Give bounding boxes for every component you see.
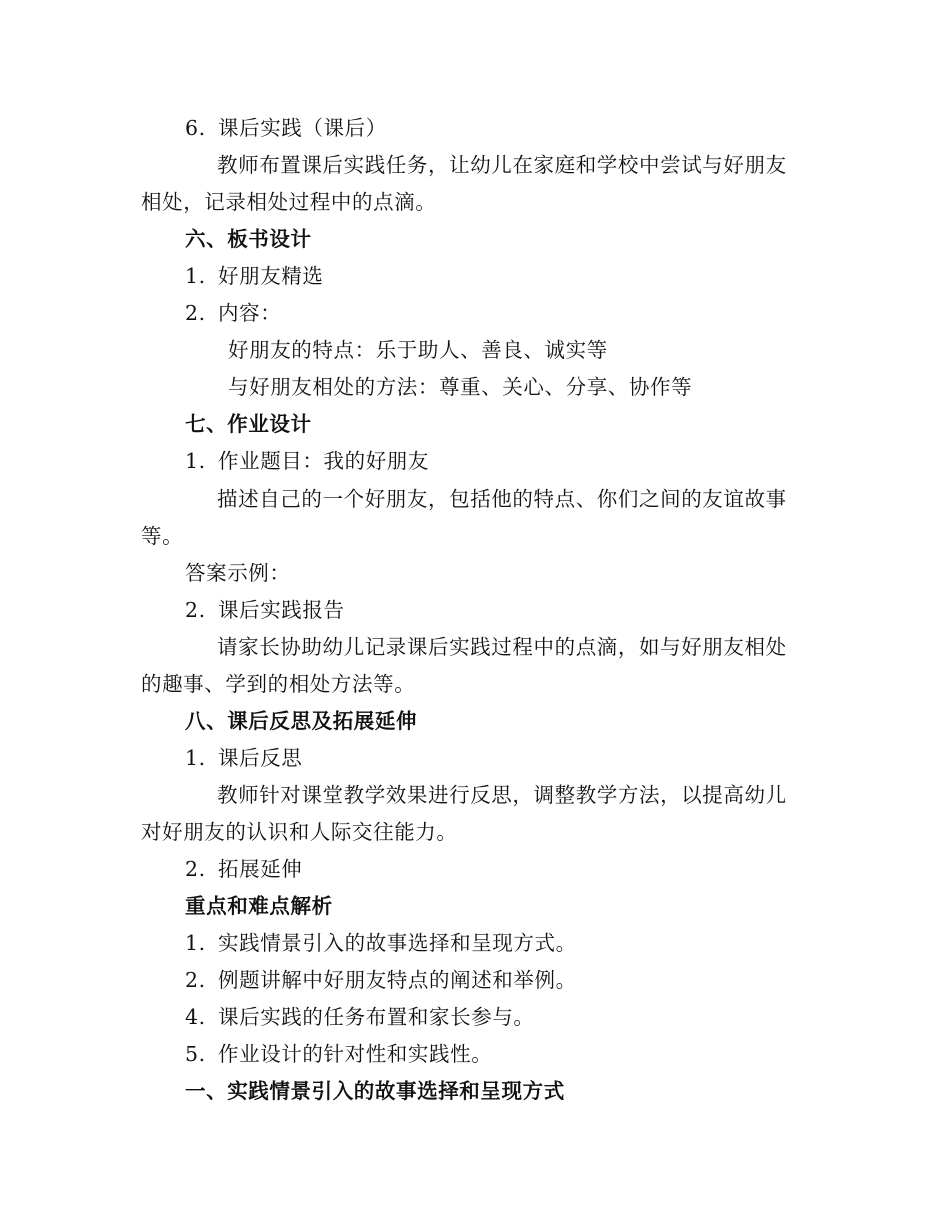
item-text: 实践情景引入的故事选择和呈现方式。 xyxy=(218,931,577,955)
item-number: 1. xyxy=(185,931,206,955)
section-heading-homework: 七、作业设计 xyxy=(185,412,312,436)
section-heading-board-design: 六、板书设计 xyxy=(185,227,312,251)
answer-example-label: 答案示例： xyxy=(185,561,291,585)
item-number: 2. xyxy=(185,968,206,992)
item-6-heading xyxy=(185,115,387,141)
paragraph-line: 等。 xyxy=(141,524,184,548)
list-item xyxy=(185,856,302,882)
section-heading-story-selection: 一、实践情景引入的故事选择和呈现方式 xyxy=(185,1079,565,1103)
item-text: 作业题目：我的好朋友 xyxy=(218,449,429,473)
item-number: 6. xyxy=(185,116,206,140)
paragraph-line: 教师布置课后实践任务，让幼儿在家庭和学校中尝试与好朋友 xyxy=(217,153,787,177)
item-text: 课后实践报告 xyxy=(218,598,345,622)
item-text: 作业设计的针对性和实践性。 xyxy=(218,1042,493,1066)
list-item xyxy=(185,263,324,289)
section-heading-key-points: 重点和难点解析 xyxy=(185,894,333,918)
item-number: 1. xyxy=(185,449,206,473)
list-item xyxy=(185,597,345,623)
item-text: 课后实践的任务布置和家长参与。 xyxy=(218,1005,535,1029)
paragraph-line: 对好朋友的认识和人际交往能力。 xyxy=(141,820,458,844)
item-number: 2. xyxy=(185,301,206,325)
paragraph-line: 相处，记录相处过程中的点滴。 xyxy=(141,190,437,214)
item-number: 1. xyxy=(185,264,206,288)
item-number: 2. xyxy=(185,857,206,881)
list-item xyxy=(185,930,577,956)
item-text: 课后反思 xyxy=(218,746,303,770)
section-heading-reflection: 八、课后反思及拓展延伸 xyxy=(185,709,418,733)
item-text: 例题讲解中好朋友特点的阐述和举例。 xyxy=(218,968,577,992)
item-text: 拓展延伸 xyxy=(218,857,303,881)
list-item xyxy=(185,1004,535,1030)
item-title: 课后实践（课后） xyxy=(218,116,387,140)
sub-item-text: 好朋友的特点：乐于助人、善良、诚实等 xyxy=(228,338,608,362)
sub-item-text: 与好朋友相处的方法：尊重、关心、分享、协作等 xyxy=(228,375,693,399)
list-item xyxy=(185,448,429,474)
list-item xyxy=(185,745,302,771)
list-item xyxy=(185,1041,492,1067)
item-text: 好朋友精选 xyxy=(218,264,324,288)
item-text: 内容： xyxy=(218,301,282,325)
item-number: 1. xyxy=(185,746,206,770)
list-item xyxy=(185,300,281,326)
list-item xyxy=(185,967,577,993)
paragraph-line: 教师针对课堂教学效果进行反思，调整教学方法，以提高幼儿 xyxy=(217,783,787,807)
item-number: 2. xyxy=(185,598,206,622)
paragraph-line: 请家长协助幼儿记录课后实践过程中的点滴，如与好朋友相处 xyxy=(217,635,787,659)
paragraph-line: 描述自己的一个好朋友，包括他的特点、你们之间的友谊故事 xyxy=(217,487,787,511)
item-number: 4. xyxy=(185,1005,206,1029)
paragraph-line: 的趣事、学到的相处方法等。 xyxy=(141,672,416,696)
item-number: 5. xyxy=(185,1042,206,1066)
